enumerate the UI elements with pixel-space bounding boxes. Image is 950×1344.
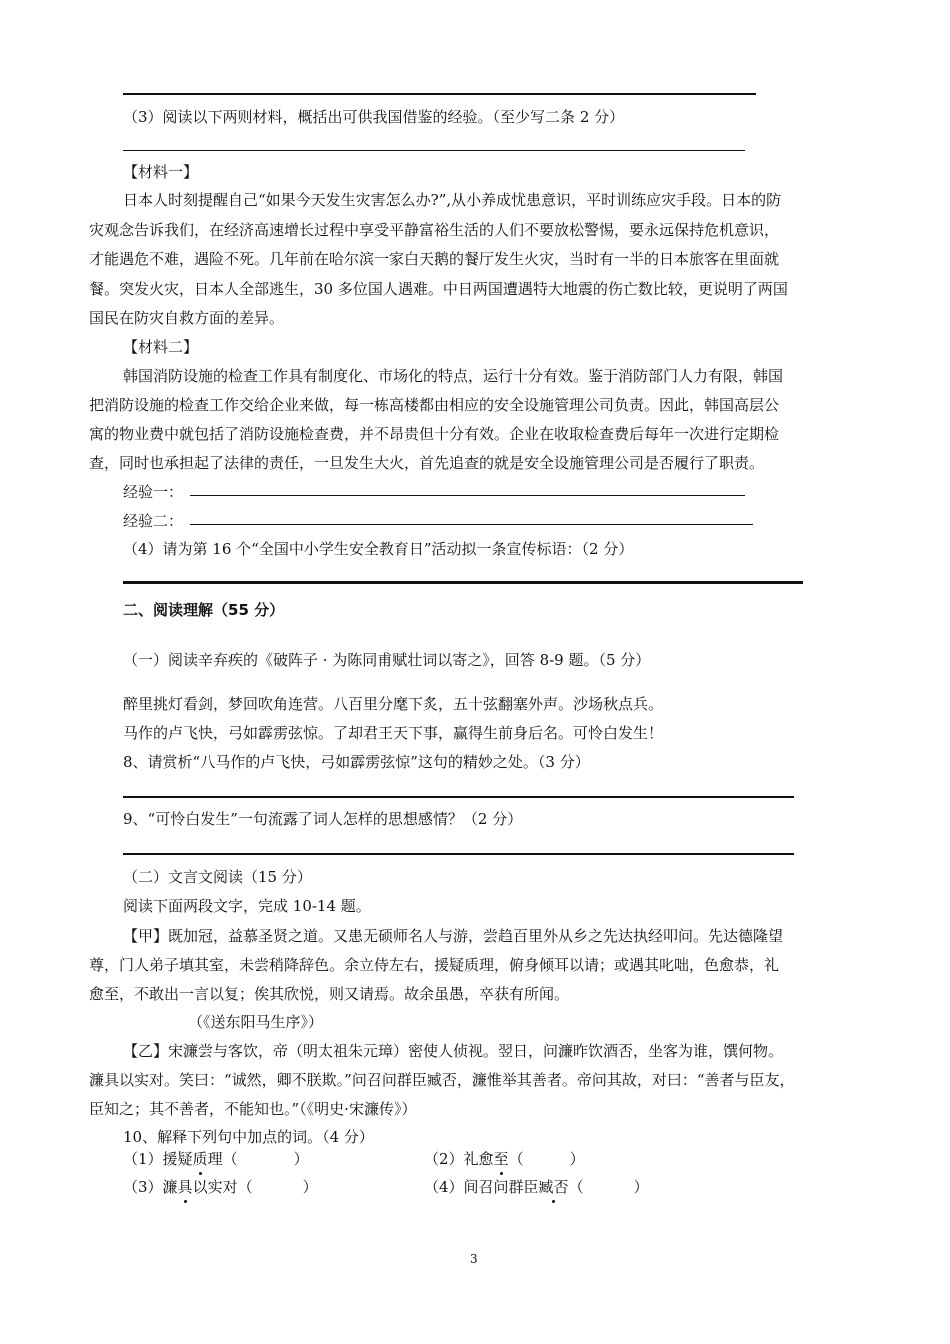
dotted-word: 具 bbox=[177, 1178, 193, 1196]
part1-intro: （一）阅读辛弃疾的《破阵子 · 为陈同甫赋壮词以寄之》，回答 8-9 题。（5 分） bbox=[123, 651, 651, 669]
material1-line: 国民在防灾自救方面的差异。 bbox=[89, 309, 285, 327]
q8-prompt: 8、请赏析“八马作的卢飞快，弓如霹雳弦惊”这句的精妙之处。（3 分） bbox=[123, 753, 590, 771]
q3-prompt: （3）阅读以下两则材料，概括出可供我国借鉴的经验。（至少写二条 2 分） bbox=[123, 108, 625, 126]
q10-item-text: （3）濂 bbox=[123, 1178, 178, 1196]
q10-prompt: 10、解释下列句中加点的词。（4 分） bbox=[123, 1128, 374, 1146]
material1-line: 餐。突发火灾，日本人全部逃生，30 多位国人遇难。中日两国遭遇特大地震的伤亡数比较，更说明了两国 bbox=[89, 280, 788, 298]
yi-line: 臣知之；其不善者，不能知也。”（《明史·宋濂传》） bbox=[89, 1100, 417, 1118]
q10-item-1 bbox=[123, 1148, 309, 1169]
dotted-word: 质 bbox=[192, 1150, 208, 1168]
answer-line-q9[interactable] bbox=[123, 853, 794, 855]
material2-line: 查，同时也承担起了法律的责任，一旦发生大火，首先追查的就是安全设施管理公司是否履行了职责。 bbox=[89, 454, 765, 472]
page-number: 3 bbox=[470, 1252, 478, 1266]
material2-line: 韩国消防设施的检查工作具有制度化、市场化的特点，运行十分有效。鉴于消防部门人力有限，韩国 bbox=[123, 367, 784, 385]
q10-item-3 bbox=[123, 1176, 318, 1197]
dotted-word: 至 bbox=[493, 1150, 509, 1168]
q4-prompt: （4）请为第 16 个“全国中小学生安全教育日”活动拟一条宣传标语：（2 分） bbox=[123, 540, 634, 558]
answer-line-q3 bbox=[123, 150, 745, 151]
answer-line-q8[interactable] bbox=[123, 796, 794, 798]
q10-item-close: ） bbox=[302, 1178, 318, 1196]
jia-line: 愈至，不敢出一言以复；俟其欣悦，则又请焉。故余虽愚，卒获有所闻。 bbox=[89, 985, 570, 1003]
q10-item-text: （4）间召问群臣 bbox=[424, 1178, 539, 1196]
experience1-label: 经验一： bbox=[123, 483, 184, 501]
q10-item-4 bbox=[424, 1176, 649, 1197]
q10-item-close: ） bbox=[293, 1150, 309, 1168]
q10-item-close: ） bbox=[633, 1178, 649, 1196]
dotted-word: 臧否 bbox=[538, 1178, 569, 1196]
q10-item-text: （1）援疑 bbox=[123, 1150, 193, 1168]
material1-line: 才能遇危不难，遇险不死。几年前在哈尔滨一家白天鹅的餐厅发生火灾，当时有一半的日本旅客在里面就 bbox=[89, 250, 780, 268]
experience1-answer-line[interactable] bbox=[190, 495, 745, 496]
material1-line: 日本人时刻提醒自己“如果今天发生灾害怎么办?”,从小养成忧患意识，平时训练应灾手段。日本的防 bbox=[123, 191, 782, 209]
experience2-answer-line[interactable] bbox=[190, 524, 753, 525]
poem-line: 醉里挑灯看剑，梦回吹角连营。八百里分麾下炙，五十弦翻塞外声。沙场秋点兵。 bbox=[123, 695, 664, 713]
jia-line: 尊，门人弟子填其室，未尝稍降辞色。余立侍左右，援疑质理，俯身倾耳以请；或遇其叱咄，色愈恭，礼 bbox=[89, 956, 780, 974]
material2-line: 把消防设施的检查工作交给企业来做，每一栋高楼都由相应的安全设施管理公司负责。因此，韩国高层公 bbox=[89, 396, 780, 414]
material1-line: 灾观念告诉我们，在经济高速增长过程中享受平静富裕生活的人们不要放松警惕，要永远保持危机意识， bbox=[89, 221, 780, 239]
jia-source: （《送东阳马生序》） bbox=[188, 1013, 324, 1031]
material2-title: 【材料二】 bbox=[123, 338, 199, 356]
q10-item-text: （2）礼愈 bbox=[424, 1150, 494, 1168]
jia-line: 【甲】既加冠，益慕圣贤之道。又患无硕师名人与游，尝趋百里外从乡之先达执经叩问。先达德隆望 bbox=[123, 927, 784, 945]
material2-line: 寓的物业费中就包括了消防设施检查费，并不昂贵但十分有效。企业在收取检查费后每年一次进行定期检 bbox=[89, 425, 780, 443]
material1-title: 【材料一】 bbox=[123, 163, 199, 181]
q10-item-text: 以实对（ bbox=[192, 1178, 253, 1196]
q10-item-text: 理（ bbox=[207, 1150, 238, 1168]
q10-item-text: （ bbox=[568, 1178, 584, 1196]
q9-prompt: 9、“可怜白发生”一句流露了词人怎样的思想感情？（2 分） bbox=[123, 810, 523, 828]
part2-instruction: 阅读下面两段文字，完成 10-14 题。 bbox=[123, 897, 371, 915]
experience2-label: 经验二： bbox=[123, 512, 184, 530]
q10-item-2 bbox=[424, 1148, 585, 1169]
answer-line-q4[interactable] bbox=[123, 581, 803, 584]
yi-line: 濂具以实对。笑曰：“诚然，卿不朕欺。”问召问群臣臧否，濂惟举其善者。帝问其故，对曰：“善者与臣友， bbox=[89, 1071, 795, 1089]
part2-title: （二）文言文阅读（15 分） bbox=[123, 868, 312, 886]
q10-item-close: ） bbox=[569, 1150, 585, 1168]
answer-line-top bbox=[123, 93, 756, 95]
q10-item-text: （ bbox=[508, 1150, 524, 1168]
section2-title: 二、阅读理解（55 分） bbox=[123, 601, 285, 619]
yi-line: 【乙】宋濂尝与客饮，帝（明太祖朱元璋）密使人侦视。翌日，问濂昨饮酒否，坐客为谁，馔何物。 bbox=[123, 1042, 784, 1060]
poem-line: 马作的卢飞快，弓如霹雳弦惊。了却君王天下事，赢得生前身后名。可怜白发生！ bbox=[123, 724, 664, 742]
